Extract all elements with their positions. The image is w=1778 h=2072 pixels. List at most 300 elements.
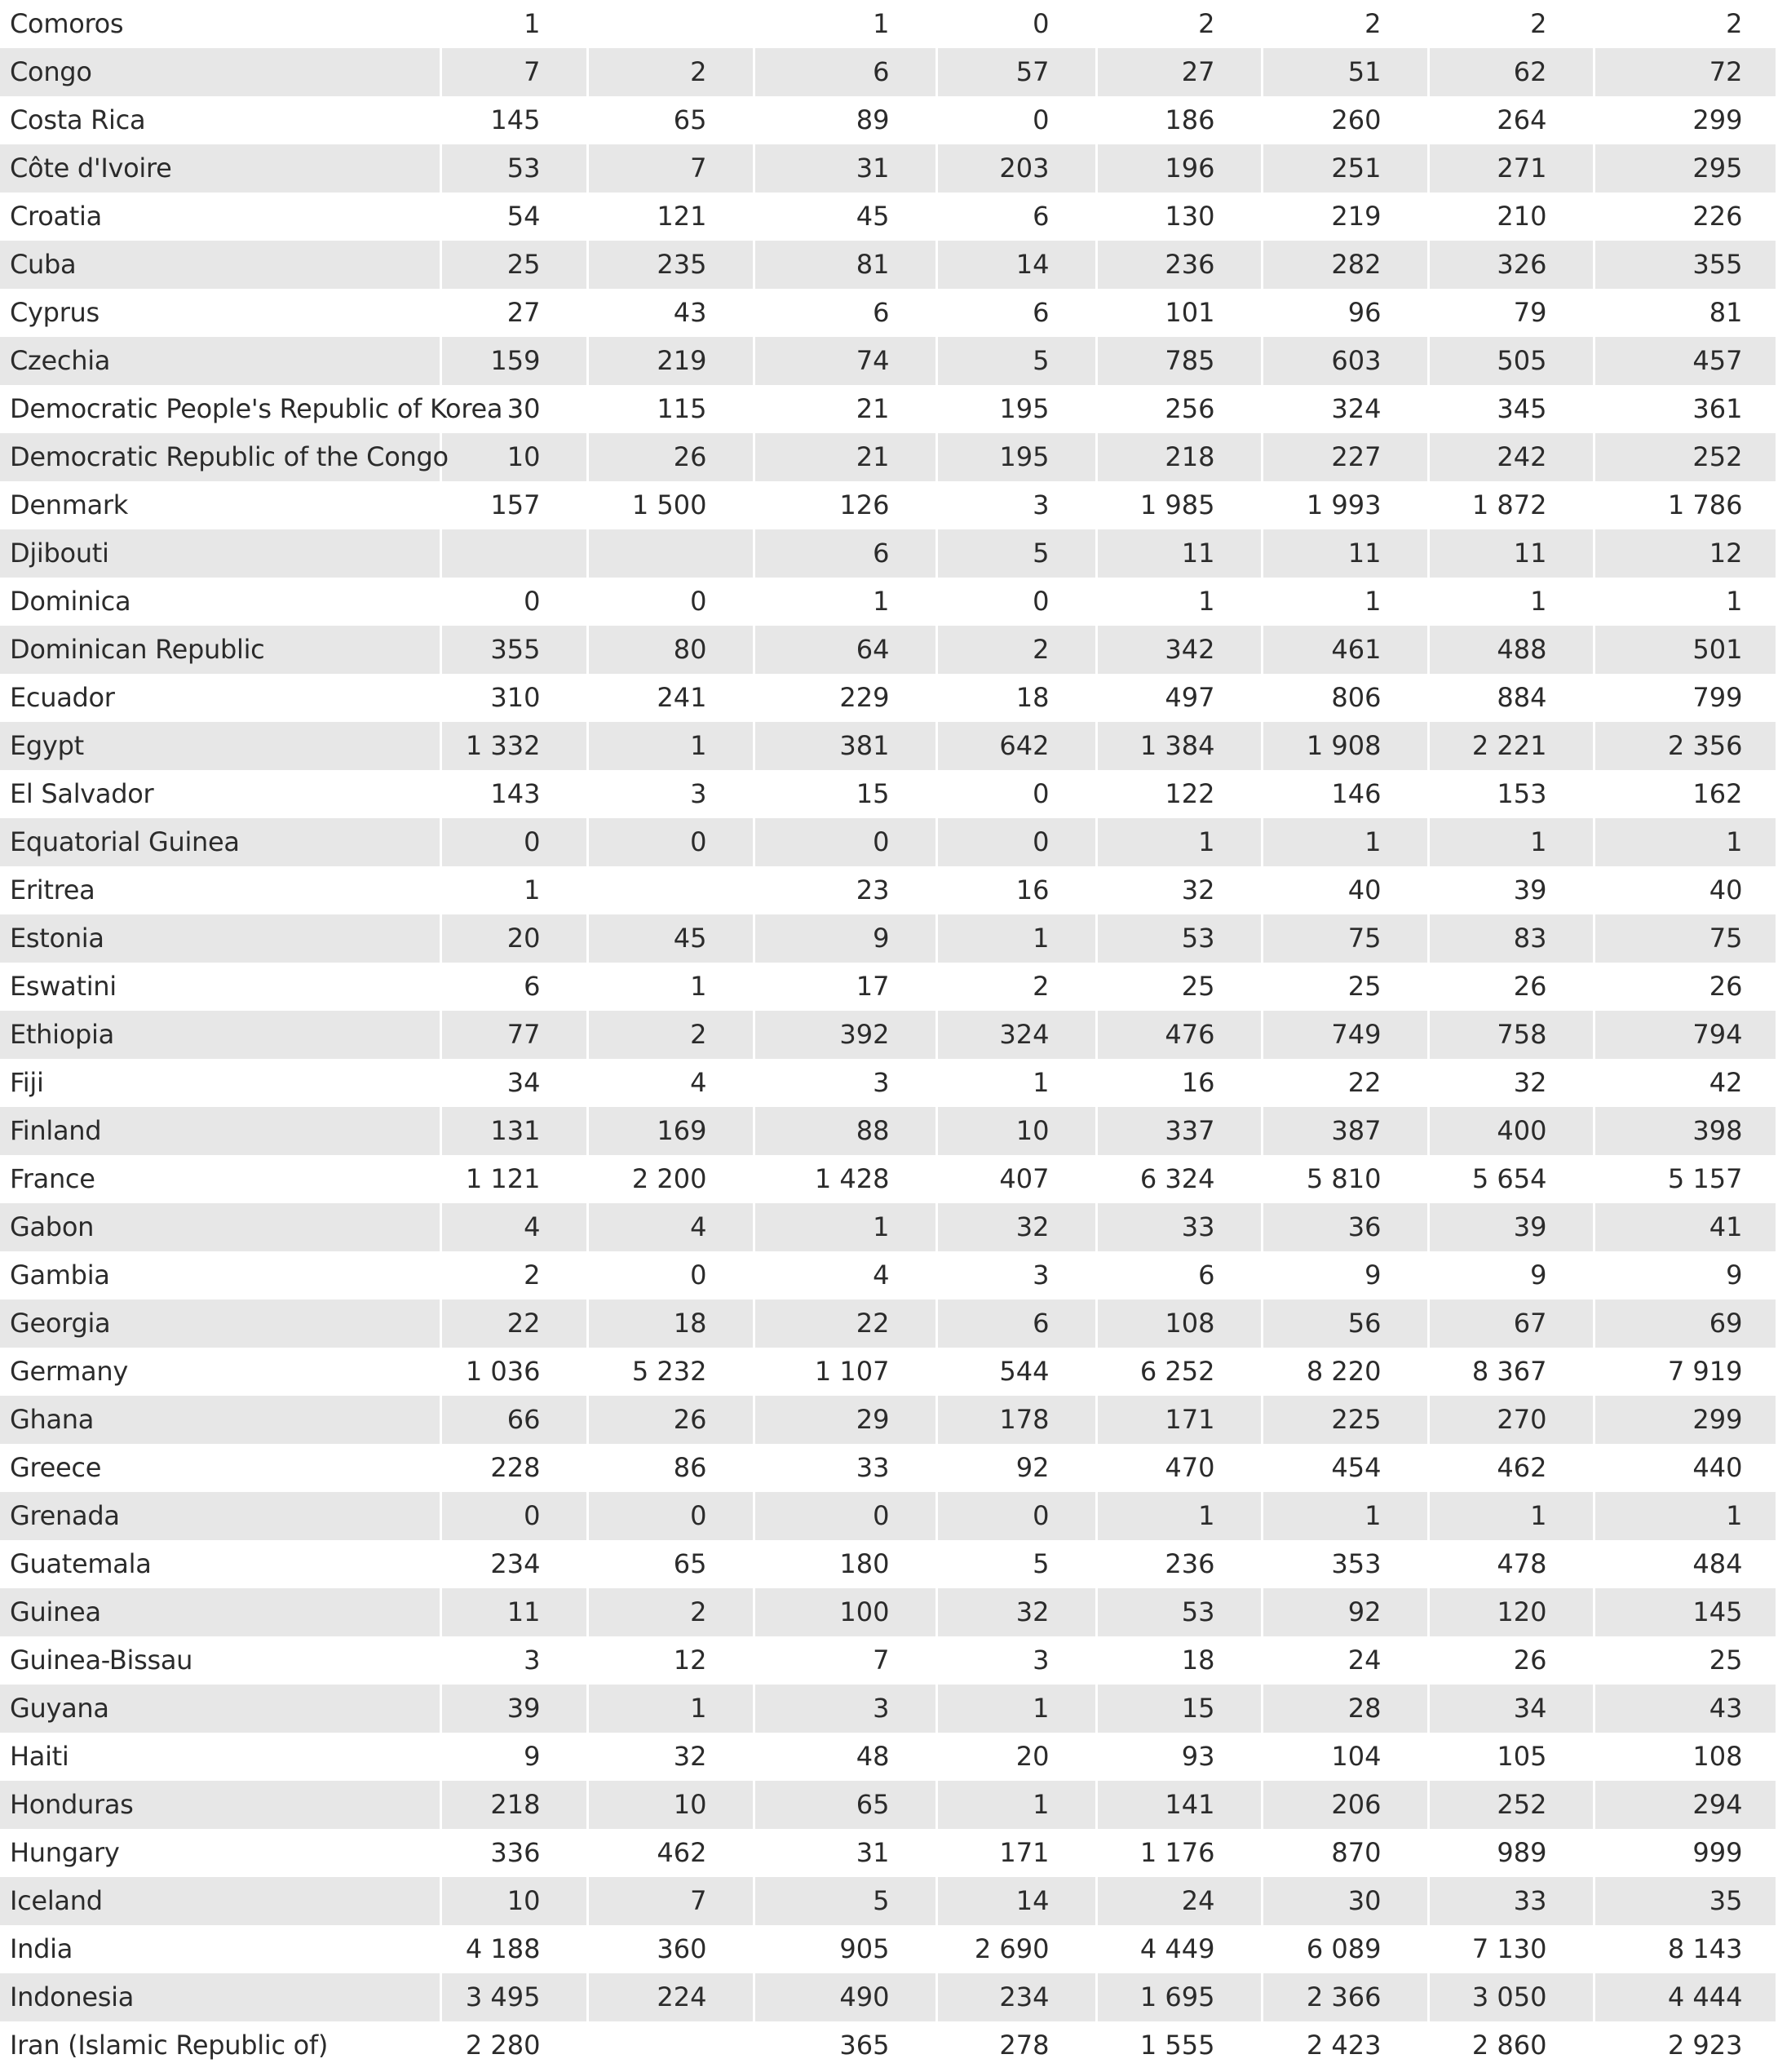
table-row [0,1973,1776,2021]
value-cell: 7 130 [1428,1925,1594,1973]
value-cell: 398 [1594,1107,1776,1155]
value-cell: 5 [936,529,1096,578]
value-cell: 1 [587,1685,754,1733]
value-cell: 236 [1096,241,1262,289]
value-cell: 32 [936,1203,1096,1251]
value-cell: 28 [1262,1685,1428,1733]
country-name-cell: Croatia [0,193,440,241]
value-cell: 72 [1594,48,1776,96]
value-cell: 24 [1262,1636,1428,1685]
value-cell: 4 [754,1251,936,1299]
value-cell: 1 [936,914,1096,963]
value-cell: 3 [936,481,1096,529]
value-cell: 264 [1428,96,1594,144]
value-cell: 241 [587,674,754,722]
value-cell: 171 [1096,1396,1262,1444]
value-cell: 381 [754,722,936,770]
country-name-cell: Cyprus [0,289,440,337]
value-cell: 195 [936,433,1096,481]
value-cell: 1 [1096,578,1262,626]
table-row [0,1203,1776,1251]
value-cell: 33 [754,1444,936,1492]
value-cell: 749 [1262,1011,1428,1059]
value-cell: 342 [1096,626,1262,674]
table-row [0,289,1776,337]
value-cell: 1 332 [440,722,587,770]
value-cell: 282 [1262,241,1428,289]
country-name-cell: Estonia [0,914,440,963]
value-cell: 1 121 [440,1155,587,1203]
value-cell: 3 [936,1636,1096,1685]
value-cell: 20 [440,914,587,963]
value-cell: 108 [1096,1299,1262,1348]
value-cell: 26 [587,1396,754,1444]
value-cell: 4 449 [1096,1925,1262,1973]
country-name-cell: Djibouti [0,529,440,578]
country-name-cell: Costa Rica [0,96,440,144]
country-name-cell: France [0,1155,440,1203]
value-cell: 1 908 [1262,722,1428,770]
value-cell: 3 [440,1636,587,1685]
value-cell: 4 [587,1203,754,1251]
value-cell: 16 [1096,1059,1262,1107]
value-cell: 326 [1428,241,1594,289]
value-cell: 131 [440,1107,587,1155]
value-cell: 105 [1428,1733,1594,1781]
value-cell: 81 [754,241,936,289]
value-cell: 22 [440,1299,587,1348]
value-cell: 2 200 [587,1155,754,1203]
value-cell: 1 695 [1096,1973,1262,2021]
value-cell: 1 176 [1096,1829,1262,1877]
value-cell: 5 [754,1877,936,1925]
value-cell: 228 [440,1444,587,1492]
value-cell: 501 [1594,626,1776,674]
value-cell: 210 [1428,193,1594,241]
value-cell: 497 [1096,674,1262,722]
value-cell: 1 [754,578,936,626]
value-cell: 355 [1594,241,1776,289]
value-cell: 153 [1428,770,1594,818]
value-cell: 6 [754,289,936,337]
table-row [0,1733,1776,1781]
value-cell: 799 [1594,674,1776,722]
value-cell: 3 [754,1059,936,1107]
value-cell: 56 [1262,1299,1428,1348]
value-cell: 6 089 [1262,1925,1428,1973]
value-cell: 234 [936,1973,1096,2021]
value-cell: 20 [936,1733,1096,1781]
value-cell: 8 220 [1262,1348,1428,1396]
value-cell: 5 [936,1540,1096,1588]
value-cell: 218 [440,1781,587,1829]
value-cell: 146 [1262,770,1428,818]
value-cell: 224 [587,1973,754,2021]
table-row [0,914,1776,963]
country-name-cell: Democratic People's Republic of Korea [0,385,440,433]
value-cell: 6 [936,193,1096,241]
value-cell: 454 [1262,1444,1428,1492]
value-cell: 16 [936,866,1096,914]
value-cell: 3 050 [1428,1973,1594,2021]
value-cell: 48 [754,1733,936,1781]
value-cell [587,2021,754,2070]
value-cell: 3 495 [440,1973,587,2021]
value-cell: 1 384 [1096,722,1262,770]
value-cell: 1 985 [1096,481,1262,529]
value-cell: 126 [754,481,936,529]
table-row [0,1685,1776,1733]
country-name-cell: Dominican Republic [0,626,440,674]
value-cell: 1 [936,1685,1096,1733]
value-cell: 66 [440,1396,587,1444]
value-cell: 9 [1428,1251,1594,1299]
value-cell: 2 [936,963,1096,1011]
value-cell: 14 [936,241,1096,289]
value-cell: 1 428 [754,1155,936,1203]
value-cell: 1 [1428,578,1594,626]
value-cell: 7 [440,48,587,96]
table-row [0,818,1776,866]
table-row [0,96,1776,144]
value-cell: 1 [936,1059,1096,1107]
value-cell: 29 [754,1396,936,1444]
value-cell: 884 [1428,674,1594,722]
value-cell: 1 [1594,578,1776,626]
country-name-cell: Iceland [0,1877,440,1925]
country-name-cell: Cuba [0,241,440,289]
value-cell: 1 [1096,1492,1262,1540]
value-cell: 31 [754,1829,936,1877]
value-cell: 260 [1262,96,1428,144]
value-cell: 440 [1594,1444,1776,1492]
value-cell: 361 [1594,385,1776,433]
value-cell: 218 [1096,433,1262,481]
value-cell: 186 [1096,96,1262,144]
value-cell: 365 [754,2021,936,2070]
table-row [0,1155,1776,1203]
value-cell: 53 [440,144,587,193]
table-row [0,1107,1776,1155]
value-cell: 75 [1594,914,1776,963]
value-cell: 88 [754,1107,936,1155]
table-row [0,770,1776,818]
value-cell: 490 [754,1973,936,2021]
value-cell: 27 [1096,48,1262,96]
value-cell: 180 [754,1540,936,1588]
table-row [0,866,1776,914]
value-cell: 8 367 [1428,1348,1594,1396]
value-cell: 1 [1428,1492,1594,1540]
value-cell: 0 [936,818,1096,866]
value-cell: 15 [754,770,936,818]
value-cell: 219 [1262,193,1428,241]
value-cell: 9 [754,914,936,963]
value-cell: 905 [754,1925,936,1973]
value-cell: 252 [1594,433,1776,481]
value-cell: 159 [440,337,587,385]
value-cell: 40 [1594,866,1776,914]
value-cell: 101 [1096,289,1262,337]
value-cell: 32 [1428,1059,1594,1107]
value-cell: 1 [1262,578,1428,626]
value-cell: 462 [1428,1444,1594,1492]
value-cell: 0 [754,818,936,866]
value-cell: 1 [440,0,587,48]
value-cell [587,529,754,578]
value-cell: 42 [1594,1059,1776,1107]
table-row [0,337,1776,385]
value-cell: 21 [754,433,936,481]
value-cell: 484 [1594,1540,1776,1588]
value-cell: 17 [754,963,936,1011]
value-cell: 11 [1096,529,1262,578]
country-name-cell: Dominica [0,578,440,626]
value-cell: 121 [587,193,754,241]
value-cell: 806 [1262,674,1428,722]
value-cell: 295 [1594,144,1776,193]
table-row [0,1396,1776,1444]
value-cell: 270 [1428,1396,1594,1444]
value-cell: 26 [1428,1636,1594,1685]
value-cell: 33 [1428,1877,1594,1925]
value-cell: 65 [754,1781,936,1829]
value-cell: 870 [1262,1829,1428,1877]
table-row [0,674,1776,722]
value-cell: 785 [1096,337,1262,385]
value-cell: 2 [587,48,754,96]
country-name-cell: Indonesia [0,1973,440,2021]
value-cell: 75 [1262,914,1428,963]
table-row [0,1444,1776,1492]
value-cell: 0 [587,1251,754,1299]
value-cell: 5 [936,337,1096,385]
value-cell: 25 [440,241,587,289]
value-cell: 7 [587,144,754,193]
value-cell: 171 [936,1829,1096,1877]
value-cell: 5 654 [1428,1155,1594,1203]
value-cell: 32 [1096,866,1262,914]
value-cell: 1 [1594,818,1776,866]
value-cell: 169 [587,1107,754,1155]
value-cell: 0 [440,1492,587,1540]
value-cell: 11 [1262,529,1428,578]
value-cell: 299 [1594,96,1776,144]
value-cell: 5 810 [1262,1155,1428,1203]
value-cell [587,0,754,48]
value-cell: 206 [1262,1781,1428,1829]
value-cell: 80 [587,626,754,674]
value-cell: 227 [1262,433,1428,481]
value-cell: 18 [1096,1636,1262,1685]
value-cell: 407 [936,1155,1096,1203]
country-name-cell: Grenada [0,1492,440,1540]
value-cell: 5 232 [587,1348,754,1396]
value-cell: 96 [1262,289,1428,337]
value-cell: 157 [440,481,587,529]
value-cell: 45 [754,193,936,241]
value-cell: 1 [936,1781,1096,1829]
table-row [0,1877,1776,1925]
value-cell: 1 [587,963,754,1011]
value-cell: 64 [754,626,936,674]
value-cell: 26 [1428,963,1594,1011]
value-cell: 6 [440,963,587,1011]
value-cell: 25 [1594,1636,1776,1685]
value-cell: 92 [936,1444,1096,1492]
table-row [0,1011,1776,1059]
value-cell: 79 [1428,289,1594,337]
value-cell: 310 [440,674,587,722]
value-cell: 0 [440,578,587,626]
value-cell: 387 [1262,1107,1428,1155]
value-cell: 145 [1594,1588,1776,1636]
value-cell: 299 [1594,1396,1776,1444]
value-cell: 457 [1594,337,1776,385]
country-name-cell: India [0,1925,440,1973]
value-cell: 461 [1262,626,1428,674]
table-row [0,529,1776,578]
country-name-cell: Denmark [0,481,440,529]
value-cell: 234 [440,1540,587,1588]
country-name-cell: Ethiopia [0,1011,440,1059]
table-row [0,385,1776,433]
value-cell: 32 [936,1588,1096,1636]
value-cell: 1 555 [1096,2021,1262,2070]
value-cell: 10 [440,1877,587,1925]
table-row [0,144,1776,193]
value-cell: 0 [936,770,1096,818]
value-cell: 67 [1428,1299,1594,1348]
country-name-cell: Gabon [0,1203,440,1251]
country-name-cell: Ghana [0,1396,440,1444]
table-row [0,1829,1776,1877]
value-cell: 8 143 [1594,1925,1776,1973]
value-cell: 1 [1262,818,1428,866]
value-cell: 0 [587,818,754,866]
value-cell: 2 [936,626,1096,674]
value-cell: 2 860 [1428,2021,1594,2070]
value-cell: 120 [1428,1588,1594,1636]
value-cell: 0 [587,578,754,626]
country-name-cell: Greece [0,1444,440,1492]
value-cell: 108 [1594,1733,1776,1781]
value-cell: 1 872 [1428,481,1594,529]
value-cell: 7 919 [1594,1348,1776,1396]
value-cell: 0 [587,1492,754,1540]
value-cell: 251 [1262,144,1428,193]
table-row [0,433,1776,481]
table-row [0,1588,1776,1636]
value-cell: 0 [936,578,1096,626]
country-name-cell: Democratic Republic of the Congo [0,433,440,481]
value-cell: 2 356 [1594,722,1776,770]
country-name-cell: Ecuador [0,674,440,722]
value-cell: 104 [1262,1733,1428,1781]
value-cell: 2 [587,1011,754,1059]
country-name-cell: Finland [0,1107,440,1155]
value-cell: 229 [754,674,936,722]
value-cell: 196 [1096,144,1262,193]
value-cell: 355 [440,626,587,674]
table-row [0,1299,1776,1348]
country-name-cell: Iran (Islamic Republic of) [0,2021,440,2070]
value-cell: 122 [1096,770,1262,818]
value-cell: 2 366 [1262,1973,1428,2021]
value-cell: 178 [936,1396,1096,1444]
value-cell: 1 500 [587,481,754,529]
value-cell: 7 [754,1636,936,1685]
value-cell: 77 [440,1011,587,1059]
value-cell: 11 [440,1588,587,1636]
value-cell: 2 [1428,0,1594,48]
value-cell: 2 423 [1262,2021,1428,2070]
value-cell: 478 [1428,1540,1594,1588]
country-name-cell: Haiti [0,1733,440,1781]
country-name-cell: Guatemala [0,1540,440,1588]
table-row [0,1492,1776,1540]
value-cell: 6 [936,289,1096,337]
country-name-cell: Eritrea [0,866,440,914]
country-name-cell: Guyana [0,1685,440,1733]
value-cell: 74 [754,337,936,385]
value-cell: 219 [587,337,754,385]
country-name-cell: Germany [0,1348,440,1396]
value-cell: 62 [1428,48,1594,96]
value-cell: 278 [936,2021,1096,2070]
value-cell: 1 036 [440,1348,587,1396]
value-cell: 999 [1594,1829,1776,1877]
value-cell: 57 [936,48,1096,96]
value-cell: 252 [1428,1781,1594,1829]
value-cell: 0 [936,1492,1096,1540]
value-cell: 2 [1262,0,1428,48]
value-cell [587,866,754,914]
value-cell: 43 [587,289,754,337]
value-cell: 225 [1262,1396,1428,1444]
value-cell: 470 [1096,1444,1262,1492]
value-cell [440,529,587,578]
value-cell: 256 [1096,385,1262,433]
value-cell: 392 [754,1011,936,1059]
value-cell: 345 [1428,385,1594,433]
country-name-cell: Guinea-Bissau [0,1636,440,1685]
value-cell: 336 [440,1829,587,1877]
value-cell: 0 [440,818,587,866]
value-cell: 6 [754,529,936,578]
value-cell: 1 [587,722,754,770]
value-cell: 54 [440,193,587,241]
value-cell: 2 [587,1588,754,1636]
value-cell: 69 [1594,1299,1776,1348]
value-cell: 476 [1096,1011,1262,1059]
value-cell: 3 [754,1685,936,1733]
value-cell: 162 [1594,770,1776,818]
value-cell: 1 [440,866,587,914]
value-cell: 27 [440,289,587,337]
value-cell: 83 [1428,914,1594,963]
country-name-cell: Honduras [0,1781,440,1829]
table-row [0,0,1776,48]
table-row [0,1059,1776,1107]
value-cell: 1 [754,1203,936,1251]
value-cell: 65 [587,96,754,144]
value-cell: 195 [936,385,1096,433]
value-cell: 51 [1262,48,1428,96]
value-cell: 360 [587,1925,754,1973]
value-cell: 25 [1096,963,1262,1011]
value-cell: 989 [1428,1829,1594,1877]
